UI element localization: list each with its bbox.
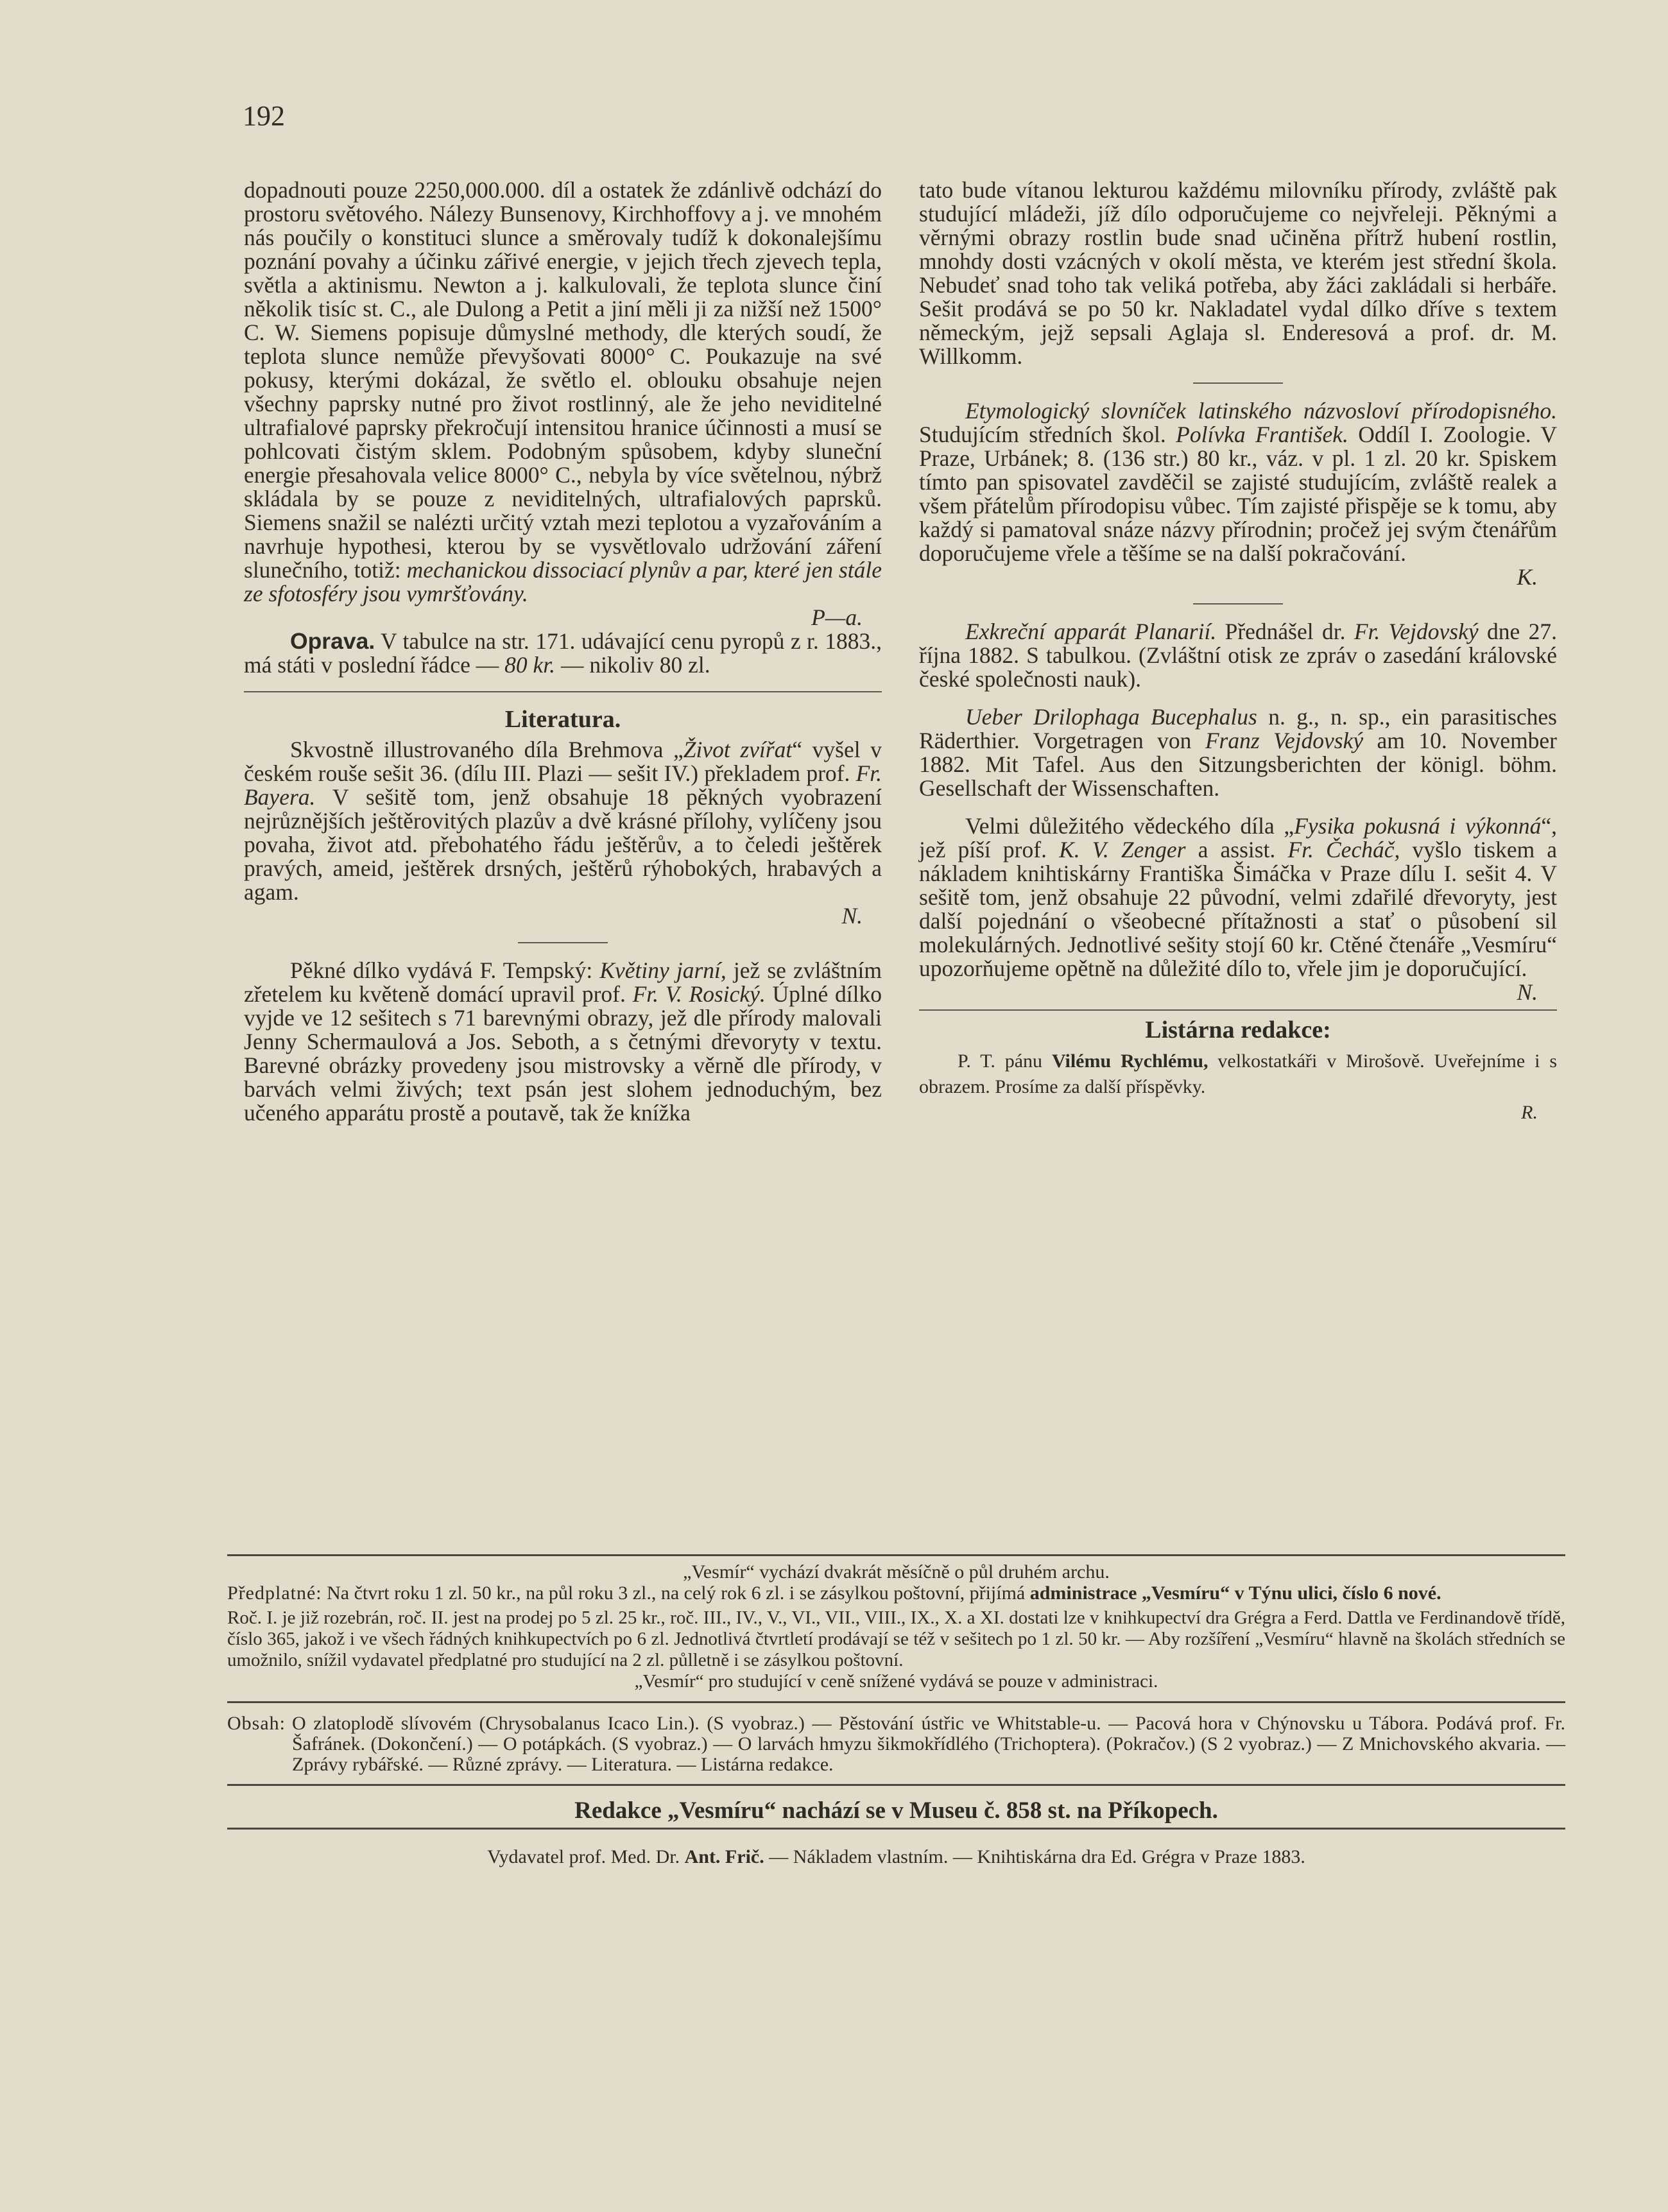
footer-rule — [227, 1701, 1565, 1703]
review-kvetiny: Pěkné dílko vydává F. Tempský: Květiny jarní, jež se zvláštním zřetelem ku květeně domácí upravil prof. Fr. V. Rosický. Úplné dílko vyjde ve 12 sešitech s 71 barevnými obrazy, jež dle přírody malovali Jenny Schermaulová a Jos. Seboth, a s četnými dřevoryty v textu. Barevné obrázky provedeny jsou mistrovsky a věrně dle přírody, v barvách velmi živých; text psán jest slohem jednoduchým, bez učeného apparátu prostě a poutavě, tak že knížka — [244, 957, 882, 1126]
volumes-info: Roč. I. je již rozebrán, roč. II. jest na prodej po 5 zl. 25 kr., roč. III., IV., V., VI., VII., VIII., IX., X. a XI. dostati lze v knihkupectví dra Grégra a Ferd. Dattla ve Ferdinandově třídě, číslo 365, jakož i ve všech řádných knihkupectvích po 6 zl. Jednotlivá čtvrtletí prodávají se též v sešitech po 1 zl. 50 kr. — Aby rozšíření „Vesmíru“ hlavně na školách středních se umožnilo, snížil vydavatel předplatné pro studující na 2 zl. půlletně i se zásylkou poštovní. — [227, 1608, 1565, 1670]
footer-rule — [227, 1784, 1565, 1786]
publisher-line: Vydavatel prof. Med. Dr. Ant. Frič. — Nákladem vlastním. — Knihtiskárna dra Ed. Grégra v Praze 1883. — [487, 1846, 1305, 1867]
listarna-body: P. T. pánu Vilému Rychlému, velkostatkáři v Mirošově. Uveřejníme i s obrazem. Prosíme za další příspěvky. R. — [919, 1049, 1557, 1126]
signature: R. — [1521, 1102, 1538, 1123]
page-number: 192 — [243, 100, 285, 132]
editorial-address: Redakce „Vesmíru“ nachází se v Museu č. 858 st. na Příkopech. — [574, 1797, 1218, 1824]
footer-rule — [227, 1828, 1565, 1830]
signature: N. — [841, 903, 863, 929]
review-etymology: Etymologický slovníček latinského názvosloví přírodopisného. Studujícím středních škol. Polívka František. Oddíl I. Zoologie. V Praze, Urbánek; 8. (136 str.) 80 kr., váz. v pl. 1 zl. 20 kr. Spiskem tímto pan spisovatel zavděčil se zajisté studujícím, zvláště realek a všem přátelům přírodopisu vůbec. Tím zajisté přispěje se k tomu, aby každý si pamatoval snáze názvy přírodnin; pročež jej svým čtenářům doporučujeme vřele a těšíme se na další pokračování. — [919, 398, 1558, 566]
listarna-title: Listárna redakce: — [1145, 1016, 1331, 1043]
footer — [227, 1554, 1565, 1867]
footer-rule — [227, 1554, 1565, 1556]
contents — [227, 1713, 1565, 1775]
section-divider — [244, 691, 882, 692]
correction-note: Oprava. V tabulce na str. 171. udávající cenu pyropů z r. 1883., má státi v poslední řádce — 80 kr. — nikoliv 80 zl. — [244, 628, 882, 678]
signature: P—a. — [811, 604, 863, 630]
left-column — [244, 178, 882, 1125]
signature: N. — [1517, 979, 1538, 1005]
divider — [1193, 603, 1283, 604]
right-column — [919, 178, 1557, 1126]
contents-label: Obsah: — [227, 1713, 286, 1734]
review-drilophaga: Ueber Drilophaga Bucephalus n. g., n. sp., ein parasitisches Räderthier. Vorgetragen von Franz Vejdovský am 10. November 1882. Mit Tafel. Aus den Sitzungsberichten der königl. böhm. Gesellschaft der Wissenschaften. — [919, 704, 1558, 801]
review-fysika: Velmi důležitého vědeckého díla „Fysika pokusná i výkonná“, jež píší prof. K. V. Zenger a assist. Fr. Čecháč, vyšlo tiskem a nákladem knihtiskárny Františka Šimáčka v Praze dílu I. sešit 4. V sešitě tom, jenž obsahuje 22 původní, velmi zdařilé dřevoryty, jest další pojednání o všeobecné přítažnosti a stať o působení sil molekulárných. Jednotlivé sešity stojí 60 kr. Ctěné čtenáře „Vesmíru“ upozorňujeme opětně na důležité dílo to, vřele jim je doporučující. — [919, 813, 1558, 981]
students-info: „Vesmír“ pro studující v ceně snížené vydává se pouze v administraci. — [634, 1671, 1158, 1692]
signature: K. — [1517, 564, 1538, 590]
divider — [518, 942, 608, 943]
contents-text: O zlatoplodě slívovém (Chrysobalanus Icaco Lin.). (S vyobraz.) — Pěstování ústřic ve Whitstable-u. — Pacová hora v Chýnovsku u Tábora. Podává prof. Fr. Šafránek. (Dokončení.) — O potápkách. (S vyobraz.) — O larvách hmyzu šikmokřídlého (Trichoptera). (Pokračov.) (S 2 vyobraz.) — Z Mnichovského akvaria. — Zprávy rybářské. — Různé zprávy. — Literatura. — Listárna redakce. — [292, 1713, 1565, 1775]
subscription-info: Předplatné: Na čtvrt roku 1 zl. 50 kr., na půl roku 3 zl., na celý rok 6 zl. i se zásylkou poštovní, přijímá administrace „Vesmíru“ v Týnu ulici, číslo 6 nové. — [227, 1582, 1441, 1604]
publication-info: „Vesmír“ vychází dvakrát měsíčně o půl druhém archu. — [683, 1561, 1110, 1582]
section-divider — [919, 1009, 1557, 1011]
review-brehm: Skvostně illustrovaného díla Brehmova „Život zvířat“ vyšel v českém rouše sešit 36. (dílu III. Plazi — sešit IV.) překladem prof. Fr. Bayera. V sešitě tom, jenž obsahuje 18 pěkných vyobrazení nejrůznějších ještěrovitých plazův a dvě krásné přílohy, vylíčeny jsou povaha, život atd. přebohatého řádu ještěrův, a to čeledi ještěrek pravých, ameid, ještěrek drsných, ještěrů rýhobokých, hrabavých a agam. — [244, 737, 882, 905]
article-continuation: dopadnouti pouze 2250,000.000. díl a ostatek že zdánlivě odchází do prostoru světového. Nálezy Bunsenovy, Kirchhoffovy a j. ve mnohém nás poučily o konstituci slunce a směrovaly tudíž k dokonalejšímu poznání povahy a účinku zářivé energie, v jejich třech zjevech tepla, světla a aktinismu. Newton a j. kalkulovali, že teplota slunce činí několik tisíc st. C., ale Dulong a Petit a jiní měli ji za nižší než 1500° C. W. Siemens popisuje důmyslné methody, dle kterých soudí, že teplota slunce nemůže převyšovati 8000° C. Poukazuje na své pokusy, kterými dokázal, že světlo el. oblouku obsahuje nejen všechny paprsky nutné pro život rostlinný, ale že jeho neviditelné ultrafialové paprsky překročují intensitou hranice účinnosti a musí se pohlcovati čistým sklem. Podobným spůsobem, kdyby sluneční energie přesahovala velice 8000° C., nebyla by více světelnou, nýbrž skládala by se pouze z neviditelných, ultrafialových paprsků. Siemens snažil se nalézti určitý vztah mezi teplotou a vyzařováním a navrhuje hypothesi, kterou by se vysvětlovalo udržování záření slunečního, totiž: mechanickou dissociací plynův a par, které jen stále ze sfotosféry jsou vymršťovány. — [244, 177, 882, 606]
review-continuation: tato bude vítanou lekturou každému milovníku přírody, zvláště pak studující mládeži, jíž dílo odporučujeme co nejvřeleji. Pěknými a věrnými obrazy rostlin bude snad učiněna přítrž hubení rostlin, mnohdy dosti vzácných v okolí města, ve kterém jest střední škola. Nebudeť snad toho tak veliká potřeba, aby žáci zakládali si herbáře. Sešit prodává se po 50 kr. Nakladatel vydal dílko dříve s textem německým, jejž sepsali Aglaja sl. Enderesová a prof. dr. M. Willkomm. — [919, 177, 1557, 369]
divider — [1193, 382, 1283, 384]
review-exkrecni: Exkreční apparát Planarií. Přednášel dr. Fr. Vejdovský dne 27. října 1882. S tabulkou. (Zvláštní otisk ze zpráv o zasedání královské české společnosti nauk). — [919, 619, 1558, 692]
section-title: Literatura. — [504, 706, 621, 733]
